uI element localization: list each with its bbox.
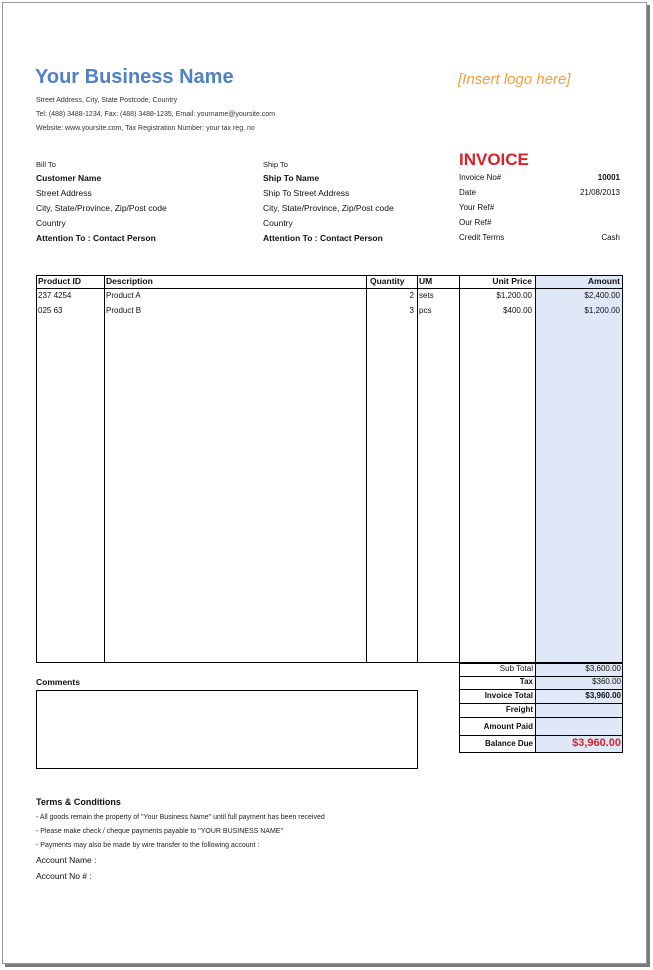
invoice-no-label: Invoice No# [459,173,502,182]
date-label: Date [459,188,476,197]
terms-line-2: - Please make check / cheque payments payable to "YOUR BUSINESS NAME" [36,828,283,835]
bill-to-street: Street Address [36,188,92,198]
invoice-title: INVOICE [459,150,529,169]
col-divider [104,275,105,663]
freight-label: Freight [505,705,533,714]
tax-label: Tax [519,677,533,686]
ship-to-heading: Ship To [263,160,288,169]
row-2-quantity: 3 [409,306,414,315]
business-website: Website: www.yoursite.com, Tax Registration Number: your tax reg. no [36,125,255,132]
header-quantity: Quantity [370,276,405,286]
balance-due-label: Balance Due [484,739,533,748]
header-product-id: Product ID [38,276,81,286]
row-2-product-id: 025 63 [38,306,63,315]
totals-row-line [459,703,623,704]
invoice-no-value: 10001 [597,173,620,182]
totals-row-line [459,717,623,718]
row-1-description: Product A [106,291,141,300]
invoice-total-value: $3,960.00 [585,691,621,700]
row-1-quantity: 2 [409,291,414,300]
amount-paid-label: Amount Paid [483,722,533,731]
sub-total-label: Sub Total [499,664,533,673]
ship-to-street: Ship To Street Address [263,188,350,198]
ship-to-name: Ship To Name [263,173,320,183]
date-value: 21/08/2013 [579,188,620,197]
row-2-unit-price: $400.00 [503,306,532,315]
comments-box[interactable] [36,690,418,769]
sub-total-value: $3,600.00 [585,664,621,673]
business-address: Street Address, City, State Postcode, Country [36,97,178,104]
row-2-description: Product B [106,306,142,315]
bill-to-country: Country [36,218,66,228]
row-1-product-id: 237 4254 [38,291,72,300]
logo-placeholder: [Insert logo here] [458,71,571,88]
ship-to-country: Country [263,218,293,228]
bill-to-city: City, State/Province, Zip/Post code [36,203,167,213]
bill-to-heading: Bill To [36,160,56,169]
row-2-um: pcs [419,306,432,315]
col-divider [459,275,460,663]
credit-terms-value: Cash [601,233,620,242]
business-name: Your Business Name [35,66,234,88]
invoice-total-label: Invoice Total [484,691,533,700]
ship-to-city: City, State/Province, Zip/Post code [263,203,394,213]
totals-row-line [459,689,623,690]
account-no: Account No # : [36,871,92,881]
tax-value: $360.00 [592,677,621,686]
our-ref-label: Our Ref# [459,218,492,227]
account-name: Account Name : [36,855,97,865]
header-unit-price: Unit Price [492,276,532,286]
col-divider [417,275,418,663]
header-amount: Amount [587,276,620,286]
balance-due-value: $3,960.00 [572,737,621,749]
row-1-amount: $2,400.00 [584,291,620,300]
bill-to-attention: Attention To : Contact Person [36,233,156,243]
terms-title: Terms & Conditions [36,797,121,807]
row-1-um: sets [419,291,434,300]
row-1-unit-price: $1,200.00 [496,291,532,300]
ship-to-attention: Attention To : Contact Person [263,233,383,243]
terms-line-1: - All goods remain the property of "Your Business Name" until full payment has been received [36,814,325,821]
totals-row-line [459,735,623,736]
credit-terms-label: Credit Terms [459,233,505,242]
header-um: UM [419,276,433,286]
row-2-amount: $1,200.00 [584,306,620,315]
your-ref-label: Your Ref# [459,203,495,212]
col-divider [366,275,367,663]
bill-to-name: Customer Name [36,173,102,183]
terms-line-3: - Payments may also be made by wire transfer to the following account : [36,842,260,849]
comments-label: Comments [36,677,80,687]
business-contact: Tel: (488) 3488-1234, Fax: (488) 3488-1235, Email: yourname@yoursite.com [36,111,276,118]
header-description: Description [106,276,153,286]
col-divider [535,275,536,663]
